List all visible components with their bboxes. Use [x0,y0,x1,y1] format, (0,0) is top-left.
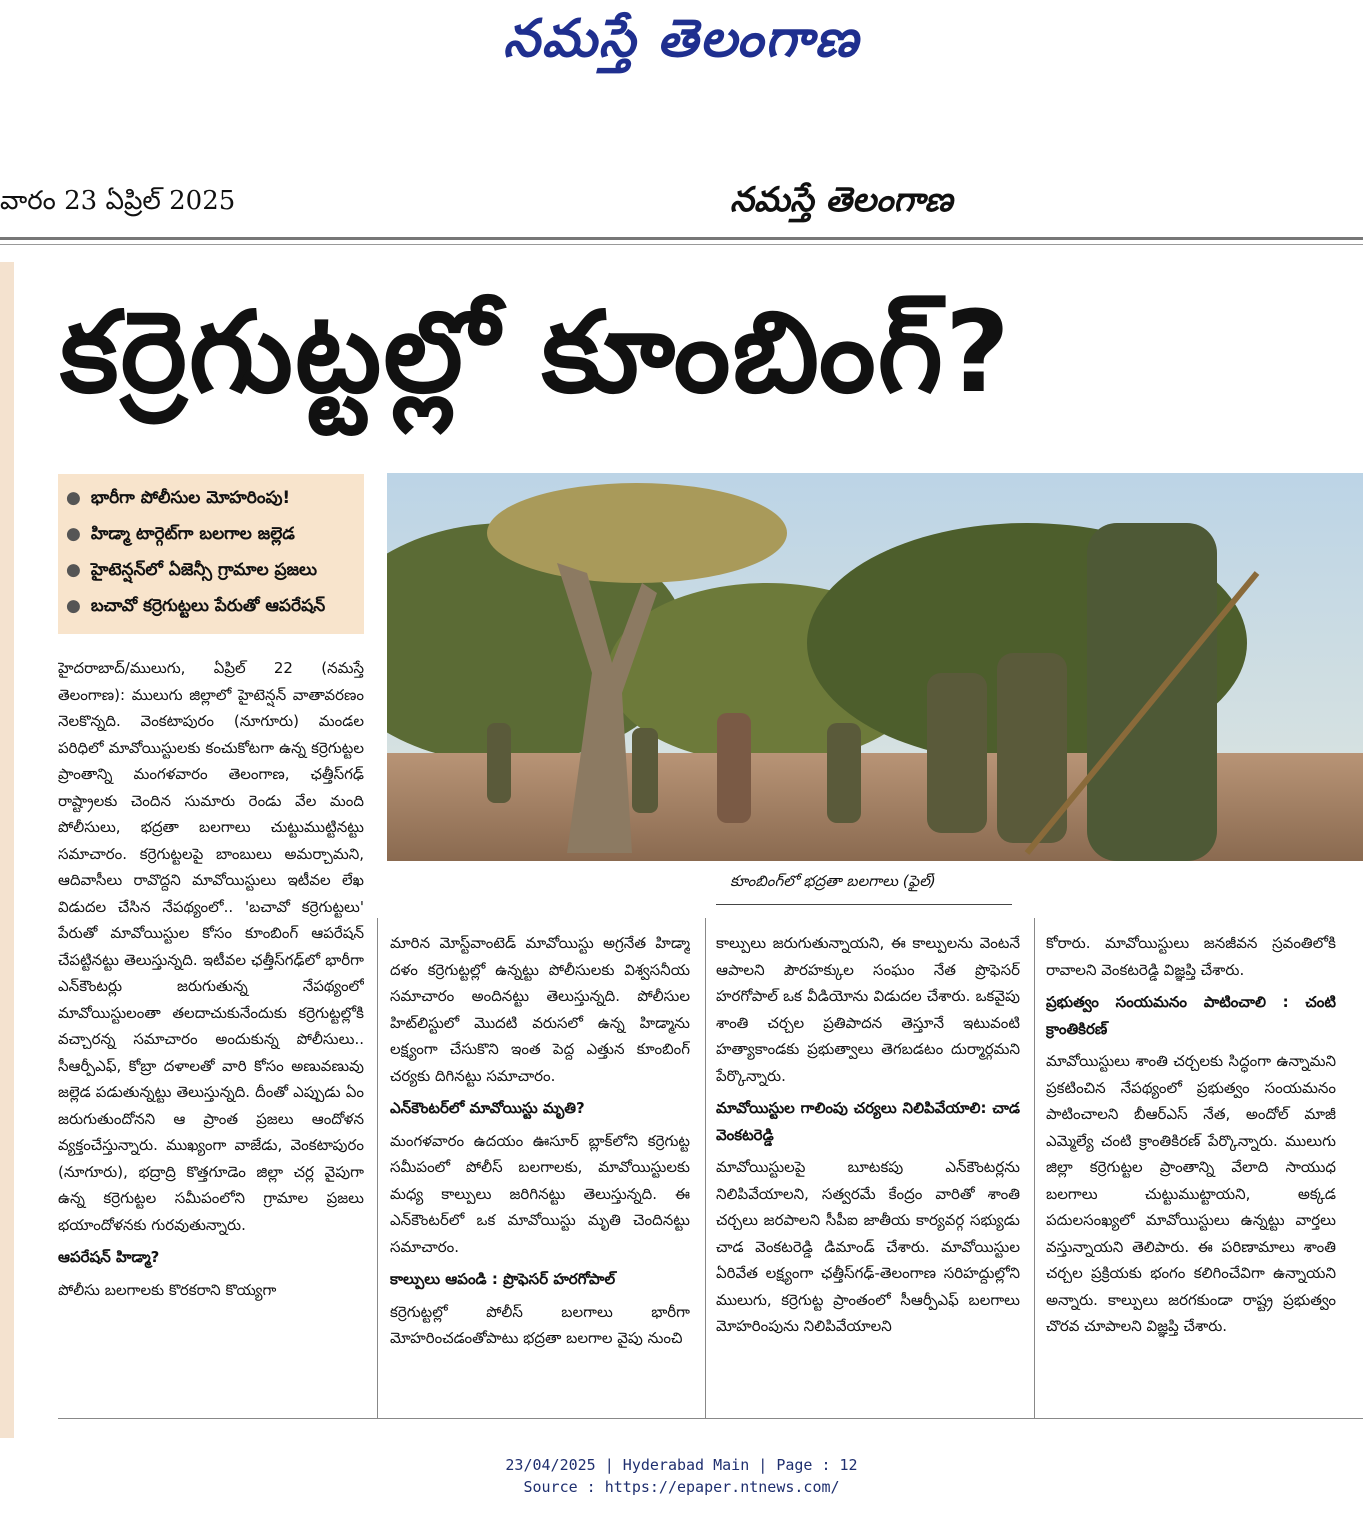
news-photo-forces-in-forest [387,473,1363,861]
photo-caption: కూంబింగ్‌లో భద్రతా బలగాలు (ఫైల్) [730,872,936,890]
date-line: వారం 23 ఏప్రిల్ 2025 [0,186,236,216]
article-subheading: ఎన్‌కౌంటర్‌లో మావోయిస్టు మృతి? [390,1099,585,1117]
article-paragraph: మారిన మోస్ట్‌వాంటెడ్ మావోయిస్టు అగ్రనేత హిడ్మా దళం కర్రెగుట్టల్లో ఉన్నట్టు పోలీసులకు విశ్వసనీయ సమాచారం అందినట్టు తెలుస్తున్నది. పోలీసుల హిట్‌లిస్టులో మొదటి వరుసలో ఉన్న హిడ్మాను లక్ష్యంగా చేసుకొని ఇంత పెద్ద ఎత్తున కూంబింగ్ చర్యకు దిగినట్టు సమాచారం. [390,934,690,1085]
header-rule [0,237,1363,240]
article-paragraph: కర్రెగుట్టల్లో పోలీస్ బలగాలు భారీగా మోహరించడంతోపాటు భద్రతా బలగాల వైపు నుంచి [390,1302,690,1347]
headline: కర్రెగుట్టల్లో కూంబింగ్? [60,288,1012,418]
article-paragraph: పోలీసు బలగాలకు కొరకరాని కొయ్యగా [58,1280,277,1299]
article-column-3 [716,930,1020,1410]
bottom-rule [58,1418,1363,1419]
article-paragraph: మావోయిస్టులు శాంతి చర్చలకు సిద్ధంగా ఉన్నామని ప్రకటించిన నేపథ్యంలో ప్రభుత్వం సంయమనం పాటించాలని బీఆర్ఎస్ నేత, అందోల్ మాజీ ఎమ్మెల్యే చంటి క్రాంతికిరణ్ పేర్కొన్నారు. ములుగు జిల్లా కర్రెగుట్టల ప్రాంతాన్ని వేలాది సాయుధ బలగాలు చుట్టుముట్టాయని, అక్కడ పదులసంఖ్యలో మావోయిస్టులు ఉన్నట్టు వార్తలు వస్తున్నాయని తెలిపారు. ఈ పరిణామాలు శాంతి చర్చల ప్రక్రియకు భంగం కలిగించేవిగా ఉన్నాయని అన్నారు. కాల్పులు జరగకుండా రాష్ట్ర ప్రభుత్వం చొరవ చూపాలని విజ్ఞప్తి చేశారు. [1046,1052,1336,1335]
article-paragraph: కోరారు. మావోయిస్టులు జనజీవన స్రవంతిలోకి రావాలని వెంకటరెడ్డి విజ్ఞప్తి చేశారు. [1046,934,1336,979]
article-column-1 [58,655,364,1415]
article-paragraph: మావోయిస్టులపై బూటకపు ఎన్‌కౌంటర్లను నిలిపివేయాలని, సత్వరమే కేంద్రం వారితో శాంతి చర్చలు జరపాలని సీపీఐ జాతీయ కార్యవర్గ సభ్యుడు చాడ వెంకటరెడ్డి డిమాండ్ చేశారు. మావోయిస్టుల ఏరివేత లక్ష్యంగా ఛత్తీస్‌గఢ్-తెలంగాణ సరిహద్దుల్లోని ములుగు, కర్రెగుట్ట ప్రాంతంలో సీఆర్పీఎఫ్ బలగాలు మోహరింపును నిలిపివేయాలని [716,1158,1020,1335]
highlight-item: ● హిడ్మా టార్గెట్‌గా బలగాల జల్లెడ [66,524,295,544]
column-divider [377,918,378,1418]
caption-rule [716,904,1012,905]
header-rule-thin [0,244,1363,245]
footer-edition-line: 23/04/2025 | Hyderabad Main | Page : 12 [505,1456,858,1474]
article-column-4 [1046,930,1336,1410]
footer-source-link[interactable]: Source : https://epaper.ntnews.com/ [523,1478,840,1496]
newspaper-masthead: నమస్తే తెలంగాణ [503,8,860,69]
article-subheading: కాల్పులు ఆపండి : ప్రొఫెసర్ హరగోపాల్ [390,1270,616,1288]
highlights-box [58,474,364,634]
highlight-item: ● హైటెన్షన్‌లో ఏజెన్సీ గ్రామాల ప్రజలు [66,560,317,580]
article-column-2 [390,930,690,1410]
article-subheading: మావోయిస్టుల గాలింపు చర్యలు నిలిపివేయాలి: చాడ వెంకటరెడ్డి [716,1099,1020,1144]
article-paragraph: మంగళవారం ఉదయం ఊసూర్ బ్లాక్‌లోని కర్రెగుట్ట సమీపంలో పోలీస్ బలగాలకు, మావోయిస్టులకు మధ్య కాల్పులు జరిగినట్టు తెలుస్తున్నది. ఈ ఎన్‌కౌంటర్‌లో ఒక మావోయిస్టు మృతి చెందినట్టు సమాచారం. [390,1131,690,1256]
article-subheading: ఆపరేషన్ హిడ్మా? [58,1248,160,1266]
article-paragraph: హైదరాబాద్/ములుగు, ఏప్రిల్ 22 (నమస్తే తెలంగాణ): ములుగు జిల్లాలో హైటెన్షన్ వాతావరణం నెలకొన్నది. వెంకటాపురం (నూగూరు) మండల పరిధిలో మావోయిస్టులకు కంచుకోటగా ఉన్న కర్రెగుట్టల ప్రాంతాన్ని మంగళవారం తెలంగాణ, ఛత్తీస్‌గఢ్ రాష్ట్రాలకు చెందిన సుమారు రెండు వేల మంది పోలీసులు, భద్రతా బలగాలు చుట్టుముట్టినట్టు సమాచారం. కర్రెగుట్టలపై బాంబులు అమర్చామని, ఆదివాసీలు రావొద్దని మావోయిస్టులు ఇటీవల లేఖ విడుదల చేసిన నేపథ్యంలో.. 'బచావో కర్రెగుట్టలు' పేరుతో మావోయిస్టుల కోసం కూంబింగ్ ఆపరేషన్ చేపట్టినట్టు తెలుస్తున్నది. ఇటీవల ఛత్తీస్‌గఢ్‌లో భారీగా ఎన్‌కౌంటర్లు జరుగుతున్న నేపథ్యంలో మావోయిస్టులంతా తలదాచుకునేందుకు కర్రెగుట్టల్లోకి వచ్చారన్న సమాచారం అందుకున్న పోలీసులు.. సీఆర్పీఎఫ్, కోబ్రా దళాలతో వారి కోసం అణువణువు జల్లెడ పడుతున్నట్టు తెలుస్తున్నది. దీంతో ఎప్పుడు ఏం జరుగుతుందోనని ఆ ప్రాంత ప్రజలు ఆందోళన వ్యక్తంచేస్తున్నారు. ముఖ్యంగా వాజేడు, వెంకటాపురం (నూగూరు), భద్రాద్రి కొత్తగూడెం జిల్లా చర్ల వైపుగా ఉన్న కర్రెగుట్టల సమీపంలోని గ్రామాల ప్రజలు భయాందోళనకు గురవుతున్నారు. [58,659,364,1234]
column-divider [705,918,706,1418]
highlight-item: ● బచావో కర్రెగుట్టలు పేరుతో ఆపరేషన్ [66,596,326,616]
highlight-item: ● భారీగా పోలీసుల మోహరింపు! [66,488,291,508]
left-margin-strip [0,262,14,1438]
column-divider [1034,918,1035,1418]
article-subheading: ప్రభుత్వం సంయమనం పాటించాలి : చంటి క్రాంతికిరణ్ [1046,993,1336,1038]
page-masthead: నమస్తే తెలంగాణ [730,180,953,220]
article-paragraph: కాల్పులు జరుగుతున్నాయని, ఈ కాల్పులను వెంటనే ఆపాలని పౌరహక్కుల సంఘం నేత ప్రొఫెసర్ హరగోపాల్ ఒక వీడియోను విడుదల చేశారు. ఒకవైపు శాంతి చర్చల ప్రతిపాదన తెస్తూనే ఇటువంటి హత్యాకాండకు ప్రభుత్వాలు తెగబడటం దుర్మార్గమని పేర్కొన్నారు. [716,934,1020,1085]
